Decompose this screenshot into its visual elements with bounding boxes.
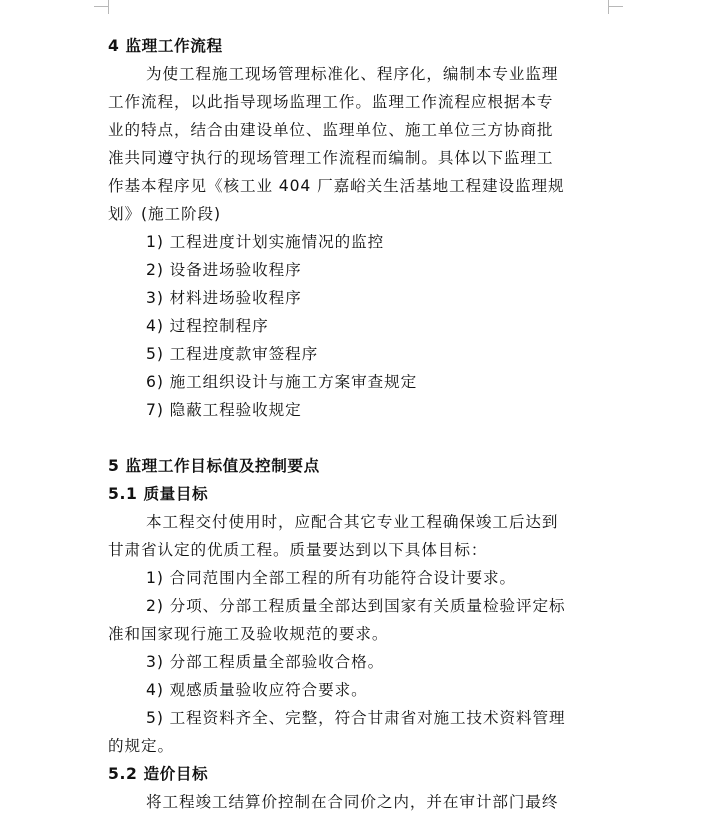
list-item: 6) 施工组织设计与施工方案审查规定 — [146, 373, 418, 391]
list-item: 4) 观感质量验收应符合要求。 — [146, 681, 368, 699]
section-4-heading: 4 监理工作流程 — [108, 37, 223, 55]
list-item-multiline — [108, 704, 608, 760]
list-item-multiline — [108, 592, 608, 648]
section-5-heading: 5 监理工作目标值及控制要点 — [108, 457, 320, 475]
paragraph-line: 为使工程施工现场管理标准化、程序化，编制本专业监理 — [146, 65, 559, 83]
list-item-line: 5) 工程资料齐全、完整，符合甘肃省对施工技术资料管理 — [146, 709, 566, 727]
list-item: 4) 过程控制程序 — [146, 317, 269, 335]
list-item: 5) 工程进度款审签程序 — [146, 345, 319, 363]
blank-line — [108, 424, 608, 452]
document-body — [108, 32, 608, 816]
paragraph-line: 本工程交付使用时，应配合其它专业工程确保竣工后达到 — [146, 513, 559, 531]
paragraph-line: 甘肃省认定的优质工程。质量要达到以下具体目标： — [108, 541, 488, 559]
list-item: 1) 工程进度计划实施情况的监控 — [146, 233, 385, 251]
list-item: 1) 合同范围内全部工程的所有功能符合设计要求。 — [146, 569, 517, 587]
section-4-list — [108, 228, 608, 424]
paragraph-line: 划》(施工阶段) — [108, 205, 221, 223]
list-item: 3) 材料进场验收程序 — [146, 289, 302, 307]
list-item: 3) 分部工程质量全部验收合格。 — [146, 653, 385, 671]
list-item-line: 的规定。 — [108, 737, 174, 755]
paragraph-line: 准共同遵守执行的现场管理工作流程而编制。具体以下监理工 — [108, 149, 554, 167]
list-item-line: 2) 分项、分部工程质量全部达到国家有关质量检验评定标 — [146, 597, 566, 615]
paragraph-line: 工作流程，以此指导现场监理工作。监理工作流程应根据本专 — [108, 93, 554, 111]
section-5-1-list — [108, 564, 608, 760]
paragraph-line: 将工程竣工结算价控制在合同价之内，并在审计部门最终 — [146, 793, 559, 811]
section-5-2-heading: 5.2 造价目标 — [108, 765, 209, 783]
section-5-2-paragraph — [108, 788, 608, 816]
list-item: 7) 隐蔽工程验收规定 — [146, 401, 302, 419]
list-item: 2) 设备进场验收程序 — [146, 261, 302, 279]
list-item-line: 准和国家现行施工及验收规范的要求。 — [108, 625, 389, 643]
paragraph-line: 作基本程序见《核工业 404 厂嘉峪关生活基地工程建设监理规 — [108, 177, 565, 195]
paragraph-line: 业的特点，结合由建设单位、监理单位、施工单位三方协商批 — [108, 121, 554, 139]
section-4-paragraph — [108, 60, 608, 228]
section-5-1-paragraph — [108, 508, 608, 564]
section-5-1-heading: 5.1 质量目标 — [108, 485, 209, 503]
